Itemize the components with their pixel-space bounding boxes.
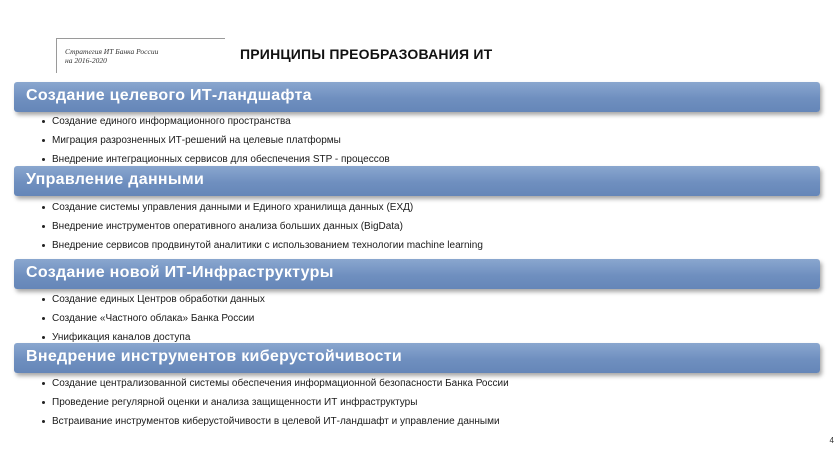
section-heading-label: Управление данными — [26, 171, 205, 188]
list-item: Создание единых Центров обработки данных — [42, 290, 265, 309]
section-list-infrastructure — [42, 290, 265, 347]
section-list-cyber — [42, 374, 509, 431]
section-heading-infrastructure — [14, 259, 820, 289]
section-list-landscape — [42, 112, 390, 169]
list-item: Миграция разрозненных ИТ-решений на целевые платформы — [42, 131, 390, 150]
list-item: Создание единого информационного пространства — [42, 112, 390, 131]
list-item: Внедрение сервисов продвинутой аналитики с использованием технологии machine learning — [42, 236, 483, 255]
section-heading-label: Создание новой ИТ-Инфраструктуры — [26, 264, 334, 281]
list-item: Внедрение интеграционных сервисов для обеспечения STP - процессов — [42, 150, 390, 169]
page-title: ПРИНЦИПЫ ПРЕОБРАЗОВАНИЯ ИТ — [240, 46, 493, 62]
section-list-data — [42, 198, 483, 255]
list-item: Унификация каналов доступа — [42, 328, 265, 347]
list-item: Создание централизованной системы обеспечения информационной безопасности Банка России — [42, 374, 509, 393]
section-heading-label: Внедрение инструментов киберустойчивости — [26, 348, 403, 365]
section-heading-landscape — [14, 82, 820, 112]
page-number: 4 — [829, 436, 834, 445]
list-item: Встраивание инструментов киберустойчивости в целевой ИТ-ландшафт и управление данными — [42, 412, 509, 431]
list-item: Создание «Частного облака» Банка России — [42, 309, 265, 328]
list-item: Создание системы управления данными и Единого хранилища данных (ЕХД) — [42, 198, 483, 217]
strategy-note: Стратегия ИТ Банка России на 2016-2020 — [65, 47, 159, 65]
section-heading-cyber — [14, 343, 820, 373]
section-heading-data — [14, 166, 820, 196]
list-item: Проведение регулярной оценки и анализа защищенности ИТ инфраструктуры — [42, 393, 509, 412]
header-box — [56, 38, 225, 73]
section-heading-label: Создание целевого ИТ-ландшафта — [26, 87, 312, 104]
list-item: Внедрение инструментов оперативного анализа больших данных (BigData) — [42, 217, 483, 236]
